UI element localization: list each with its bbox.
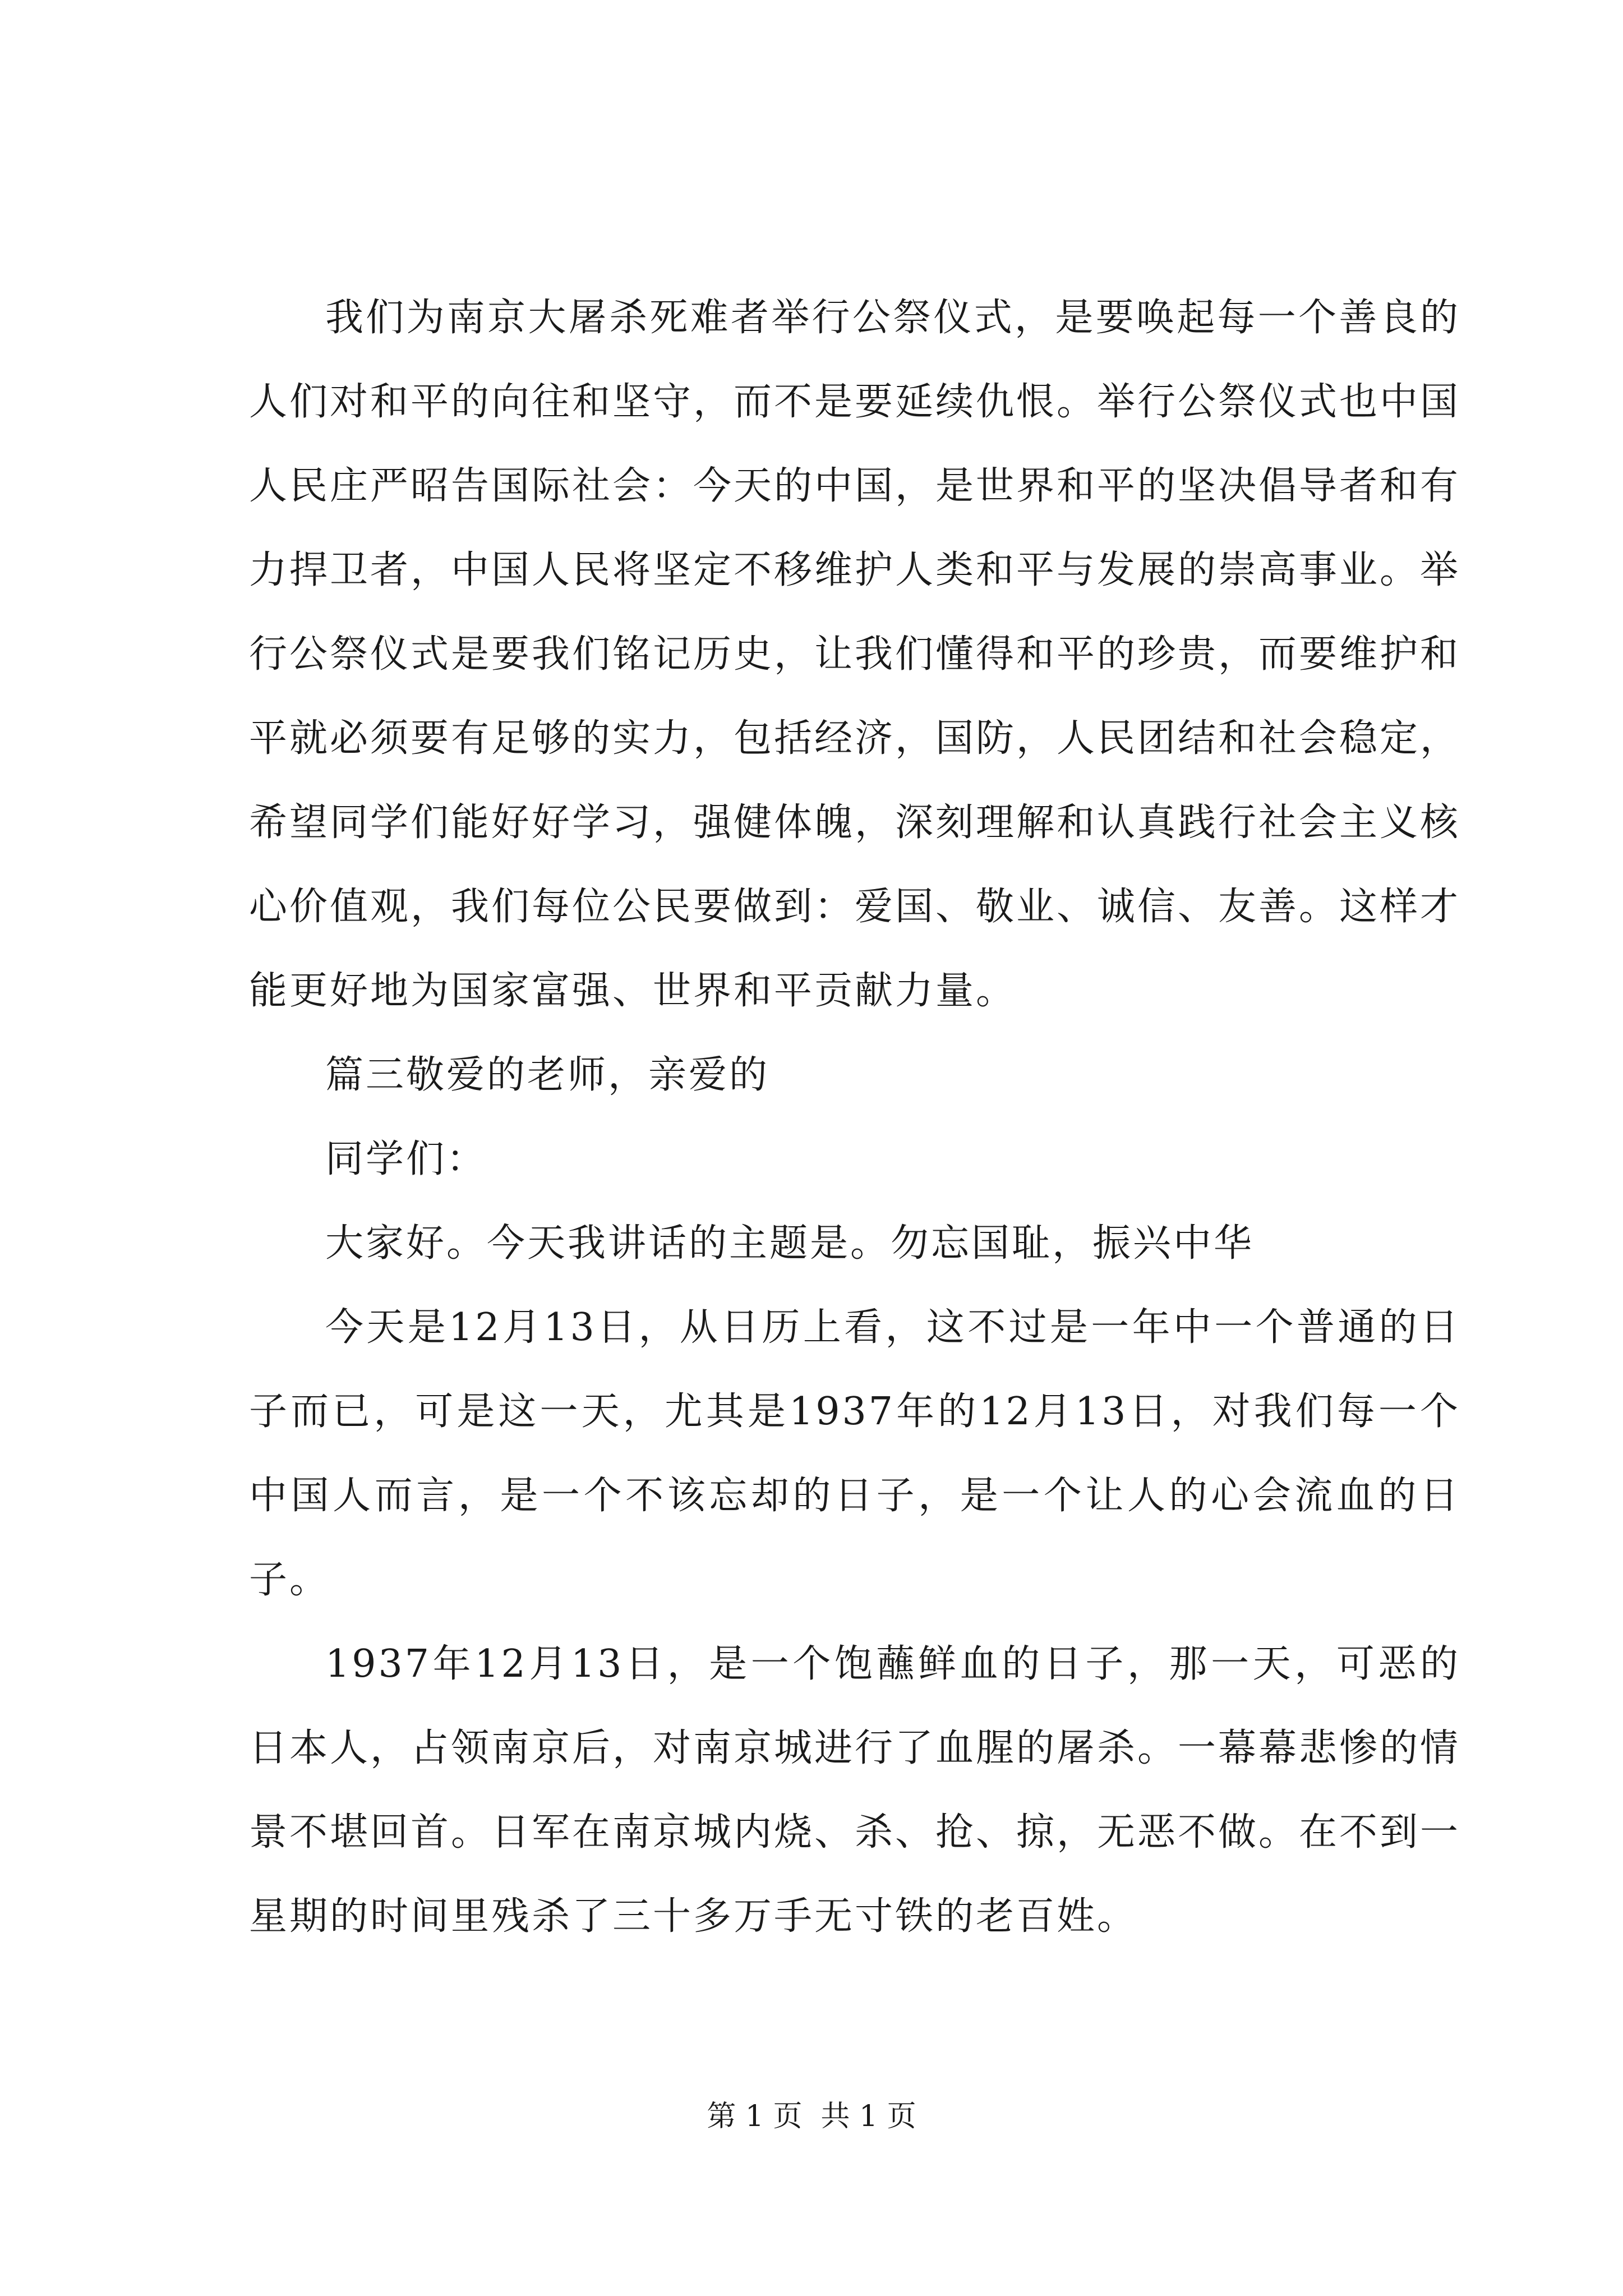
page-number-label: 第 1 页 共 1 页: [707, 2100, 916, 2133]
paragraph-speech-topic: 大家好。今天我讲话的主题是。勿忘国耻，振兴中华: [325, 1221, 1255, 1266]
document-body: [249, 276, 1460, 1959]
page-footer: [0, 2097, 1623, 2136]
paragraph-december-13: 今天是12月13日，从日历上看，这不过是一年中一个普通的日子而已，可是这一天，尤其是1937年的12月13日，对我们每一个中国人而言，是一个不该忘却的日子，是一个让人的心会流血的日子。: [249, 1305, 1460, 1602]
paragraph-memorial-ceremony: 我们为南京大屠杀死难者举行公祭仪式，是要唤起每一个善良的人们对和平的向往和坚守，而不是要延续仇恨。举行公祭仪式也中国人民庄严昭告国际社会：今天的中国，是世界和平的坚决倡导者和有力捍卫者，中国人民将坚定不移维护人类和平与发展的崇高事业。举行公祭仪式是要我们铭记历史，让我们懂得和平的珍贵，而要维护和平就必须要有足够的实力，包括经济，国防，人民团结和社会稳定，希望同学们能好好学习，强健体魄，深刻理解和认真践行社会主义核心价值观，我们每位公民要做到：爱国、敬业、诚信、友善。这样才能更好地为国家富强、世界和平贡献力量。: [249, 296, 1461, 1013]
paragraph-section-three-greeting: 篇三敬爱的老师，亲爱的: [325, 1053, 770, 1097]
paragraph-classmates: 同学们：: [325, 1137, 487, 1181]
paragraph-nanjing-1937: 1937年12月13日，是一个饱蘸鲜血的日子，那一天，可恶的日本人，占领南京后，对南京城进行了血腥的屠杀。一幕幕悲惨的情景不堪回首。日军在南京城内烧、杀、抢、掠，无恶不做。在不到一星期的时间里残杀了三十多万手无寸铁的老百姓。: [249, 1642, 1461, 1939]
